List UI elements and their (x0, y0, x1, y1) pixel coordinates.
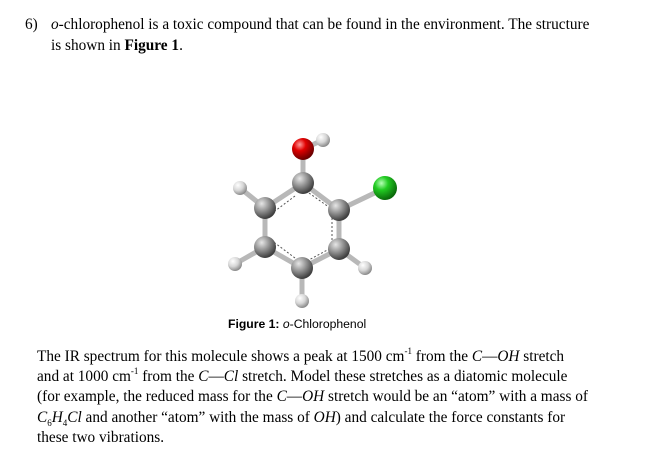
body-text-span: (for example, the reduced mass for the (37, 388, 277, 406)
subscript: 6 (47, 417, 52, 428)
carbon-atom-c5 (254, 236, 276, 258)
question-line-2-end: . (179, 37, 183, 54)
question-line-1-text: -chlorophenol is a toxic compound that can be found in the environment. The structure (58, 16, 590, 33)
caption-prefix: o (279, 317, 290, 331)
carbon-atom-c2 (328, 199, 350, 221)
hydrogen-atom-right-bottom (358, 261, 372, 275)
body-line-5: these two vibrations. (37, 428, 165, 446)
body-text-span: stretch would be an “atom” with a mass of (324, 388, 588, 406)
hydrogen-atom-oh (316, 133, 330, 147)
body-line-4 (37, 408, 642, 428)
body-line-1: The IR spectrum for this molecule shows a peak at 1500 $cm^{-1}$ from the C—OH stretch (37, 345, 565, 365)
figure-caption (228, 317, 366, 331)
chlorine-atom (373, 176, 397, 200)
carbon-atom-c4 (291, 257, 313, 279)
body-text-span: ) and calculate the force constants for (335, 408, 566, 426)
hydrogen-atom-bottom (295, 294, 309, 308)
carbon-atom-c6 (254, 197, 276, 219)
chem-italic: C (37, 408, 48, 426)
carbon-atom-c3 (328, 238, 350, 260)
chem-italic: C (471, 348, 483, 365)
body-text-span: stretch (519, 348, 565, 365)
question-number: 6) (25, 16, 38, 33)
hydrogen-atom-left-top (233, 181, 247, 195)
oxygen-atom (292, 138, 314, 160)
question-line-2-text: is shown in (51, 37, 125, 54)
chem-italic: OH (497, 348, 520, 365)
problem-body (37, 347, 642, 448)
chem-italic: Cl (67, 408, 82, 426)
bonds (235, 140, 385, 301)
body-line-3: (for example, the reduced mass for the C—OH stretch would be an “atom” with a mass of (37, 388, 588, 406)
chem-italic: H (51, 408, 63, 426)
compound-prefix: o (51, 16, 59, 33)
molecule-figure (215, 118, 415, 318)
subscript: 4 (62, 417, 68, 428)
carbon-atom-c1 (292, 172, 314, 194)
body-text-span: and at 1000 cm (37, 368, 131, 386)
question-line-2 (25, 35, 645, 56)
chem-italic: OH (313, 408, 336, 426)
body-line-2: and at 1000 $cm^{-1}$ from the C—Cl stretch. Model these stretches as a diatomic molecule (37, 366, 568, 386)
chem-italic: Cl (223, 368, 239, 386)
aromatic-dashes (271, 193, 333, 261)
body-text-span: and another “atom” with the mass of (81, 408, 314, 426)
body-text-span: stretch. Model these stretches as a diatomic molecule (238, 368, 568, 386)
superscript: -1 (404, 345, 412, 356)
body-text-span: The IR spectrum for this molecule shows a peak at 1500 cm (37, 348, 405, 365)
body-text-span: from the (411, 348, 472, 365)
caption-name: -Chlorophenol (289, 317, 367, 331)
body-text-span: from the (138, 368, 199, 386)
question-line-1 (25, 14, 645, 35)
chem-italic: C (198, 368, 209, 386)
caption-label: Figure 1: (228, 317, 280, 331)
chem-italic: C (276, 388, 287, 406)
chem-italic: OH (302, 388, 325, 406)
hydrogen-atom-left-bottom (228, 257, 242, 271)
figure-reference: Figure 1 (124, 37, 180, 54)
question-text (25, 14, 645, 56)
superscript: -1 (130, 366, 139, 377)
